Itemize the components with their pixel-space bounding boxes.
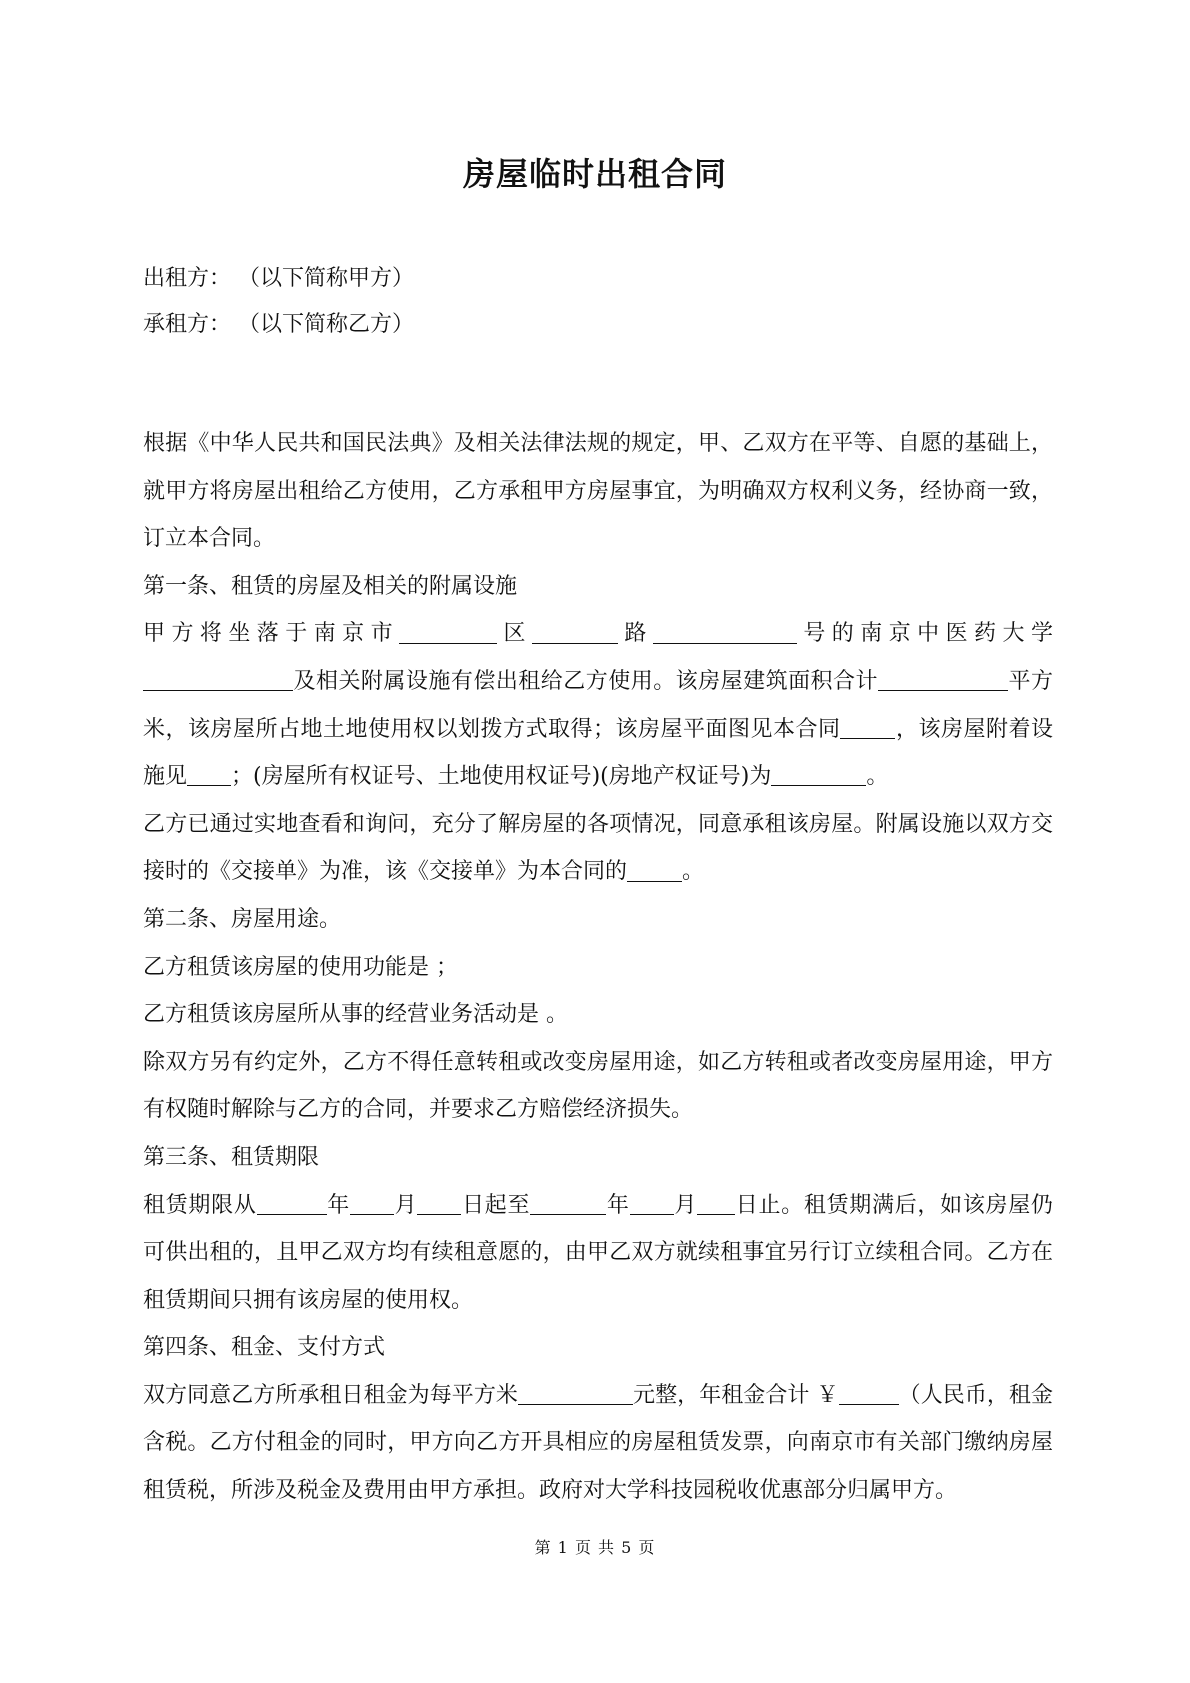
contract-body — [143, 420, 1053, 1515]
blank-unit[interactable] — [143, 667, 293, 691]
article4-paragraph: 双方同意乙方所承租日租金为每平方米 元整，年租金合计 ￥ （人民币，租金含税。乙方付租金的同时，甲方向乙方开具相应的房屋租赁发票，向南京市有关部门缴纳房屋租赁税，所涉及税金及费用由甲方承担。政府对大学科技园税收优惠部分归属甲方。 — [143, 1382, 1053, 1504]
lessor-note: （以下简称甲方） — [249, 266, 415, 291]
blank-end-month[interactable] — [630, 1191, 674, 1215]
lessor-label: 出租方： — [143, 266, 232, 291]
blank-area[interactable] — [878, 667, 1008, 691]
article2-line3: 除双方另有约定外，乙方不得任意转租或改变房屋用途，如乙方转租或者改变房屋用途，甲方有权随时解除与乙方的合同，并要求乙方赔偿经济损失。 — [143, 1049, 1053, 1123]
blank-number[interactable] — [653, 620, 797, 644]
lessee-label: 承租方： — [143, 312, 232, 337]
blank-start-day[interactable] — [417, 1191, 461, 1215]
blank-road[interactable] — [532, 620, 618, 644]
article2-line1: 乙方租赁该房屋的使用功能是 ； — [143, 954, 458, 980]
article4-heading: 第四条、租金、支付方式 — [143, 1335, 386, 1361]
blank-district[interactable] — [399, 620, 497, 644]
article3-paragraph: 租赁期限从 年 月 日起至 年 月 日止。租赁期满后，如该房屋仍可供出租的，且甲乙双方均有续租意愿的，由甲乙双方就续租事宜另行订立续租合同。乙方在租赁期间只拥有该房屋的使用权。 — [143, 1192, 1053, 1313]
article1-paragraph2: 乙方已通过实地查看和询问，充分了解房屋的各项情况，同意承租该房屋。附属设施以双方交接时的《交接单》为准，该《交接单》为本合同的 。 — [143, 811, 1053, 885]
blank-annual-rent[interactable] — [839, 1381, 899, 1405]
blank-floorplan[interactable] — [840, 715, 895, 739]
article3-heading: 第三条、租赁期限 — [143, 1144, 320, 1170]
blank-annex[interactable] — [627, 858, 682, 882]
lessee-line — [143, 309, 414, 341]
blank-end-year[interactable] — [530, 1191, 606, 1215]
page-footer: 第 1 页 共 5 页 — [534, 1538, 656, 1557]
blank-start-month[interactable] — [350, 1191, 394, 1215]
lessee-note: （以下简称乙方） — [249, 312, 415, 337]
blank-facilities[interactable] — [187, 762, 231, 786]
blank-start-year[interactable] — [257, 1191, 327, 1215]
article2-line2: 乙方租赁该房屋所从事的经营业务活动是 。 — [143, 1002, 568, 1028]
article1-paragraph1: 甲方将坐落于南京市 区 路 号的南京中医药大学及相关附属设施有偿出租给乙方使用。该房屋建筑面积合计 平方米，该房屋所占地土地使用权以划拨方式取得；该房屋平面图见本合同 ，该房屋附着设施见 ；(房屋所有权证号、土地使用权证号)(房地产权证号)为 。 — [143, 621, 1053, 790]
blank-end-day[interactable] — [697, 1191, 735, 1215]
article2-heading: 第二条、房屋用途。 — [143, 906, 342, 932]
blank-daily-rent[interactable] — [518, 1381, 633, 1405]
article1-heading: 第一条、租赁的房屋及相关的附属设施 — [143, 573, 518, 599]
blank-certificate[interactable] — [771, 762, 866, 786]
lessor-line — [143, 263, 414, 295]
document-title: 房屋临时出租合同 — [462, 155, 727, 193]
preamble-paragraph: 根据《中华人民共和国民法典》及相关法律法规的规定，甲、乙双方在平等、自愿的基础上，就甲方将房屋出租给乙方使用，乙方承租甲方房屋事宜，为明确双方权利义务，经协商一致，订立本合同。 — [143, 431, 1053, 552]
